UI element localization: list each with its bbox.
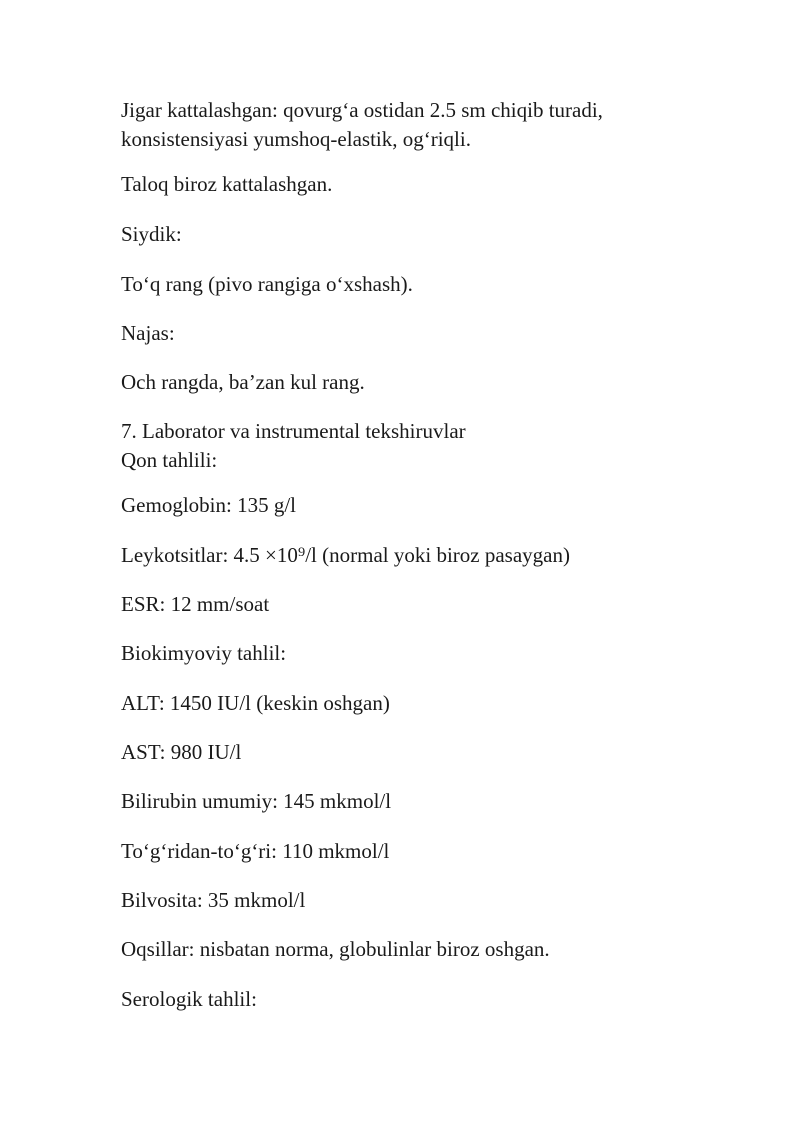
heading-serology: Serologik tahlil: <box>121 987 257 1011</box>
lab-bilirubin-indirect: Bilvosita: 35 mkmol/l <box>121 888 306 912</box>
lab-leukocytes: Leykotsitlar: 4.5 ×10⁹/l (normal yoki biroz pasaygan) <box>121 543 570 567</box>
lab-ast: AST: 980 IU/l <box>121 740 242 764</box>
lab-hemoglobin: Gemoglobin: 135 g/l <box>121 493 296 517</box>
lab-esr: ESR: 12 mm/soat <box>121 592 270 616</box>
lab-alt: ALT: 1450 IU/l (keskin oshgan) <box>121 691 390 715</box>
heading-stool: Najas: <box>121 321 175 345</box>
lab-bilirubin-total: Bilirubin umumiy: 145 mkmol/l <box>121 789 392 813</box>
lab-bilirubin-direct: To‘g‘ridan-to‘g‘ri: 110 mkmol/l <box>121 839 390 863</box>
paragraph-spleen: Taloq biroz kattalashgan. <box>121 172 333 196</box>
paragraph-stool-color: Och rangda, ba’zan kul rang. <box>121 370 365 394</box>
heading-urine: Siydik: <box>121 222 182 246</box>
paragraph-urine-color: To‘q rang (pivo rangiga o‘xshash). <box>121 272 413 296</box>
heading-biochemistry: Biokimyoviy tahlil: <box>121 641 287 665</box>
paragraph-liver-findings: Jigar kattalashgan: qovurg‘a ostidan 2.5 sm chiqib turadi, konsistensiyasi yumshoq-elastik, og‘riqli. <box>121 98 603 151</box>
lab-proteins: Oqsillar: nisbatan norma, globulinlar biroz oshgan. <box>121 937 550 961</box>
section-heading-lab-tests: 7. Laborator va instrumental tekshiruvlar Qon tahlili: <box>121 419 466 472</box>
